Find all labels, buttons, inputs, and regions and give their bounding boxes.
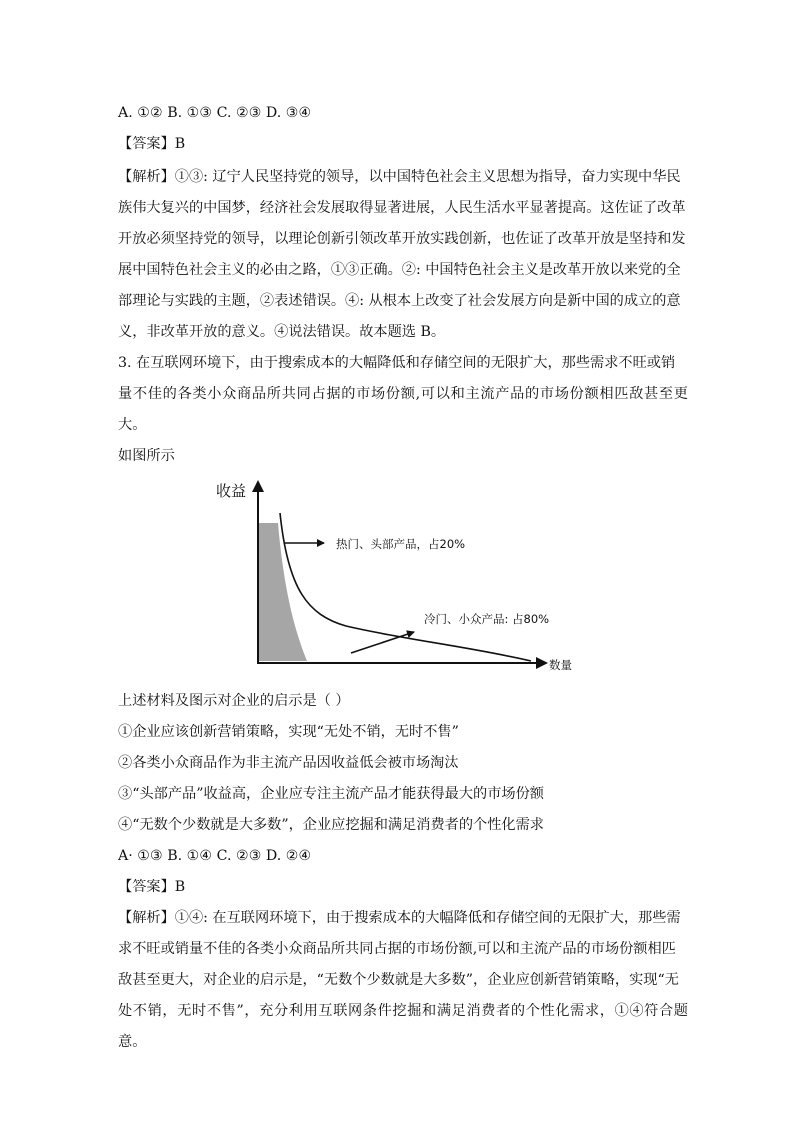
q3-stem: [118, 348, 688, 472]
q3-option: ③“头部产品”收益高，企业应专注主流产品才能获得最大的市场份额: [118, 786, 544, 802]
q2-analysis-line: 族伟大复兴的中国梦，经济社会发展取得显著进展，人民生活水平显著提高。这佐证了改革: [118, 200, 686, 216]
q3-analysis-line: 处不销，无时不售”，充分利用互联网条件挖掘和满足消费者的个性化需求，①④符合题意。: [118, 1003, 688, 1050]
q2-analysis: [118, 162, 688, 348]
q2-analysis-label: 【解析】: [118, 169, 175, 185]
q2-analysis-line: 开放必须坚持党的领导，以理论创新引领改革开放实践创新，也佐证了改革开放是坚持和发: [118, 231, 686, 247]
page-content: [118, 100, 688, 1058]
q3-question: 上述材料及图示对企业的启示是（ ）: [118, 693, 350, 709]
q3-analysis-line: [118, 903, 688, 934]
q2-analysis-line: 义，非改革开放的意义。④说法错误。故本题选 B。: [118, 324, 446, 340]
q3-analysis: [118, 903, 688, 1058]
tail-annotation: 冷门、小众产品: 占80%: [424, 612, 550, 626]
q3-answer: 【答案】B: [118, 879, 186, 895]
long-tail-figure: [216, 480, 596, 680]
q3-analysis-label: 【解析】: [118, 910, 175, 926]
q3-analysis-line: 敌甚至更大，对企业的启示是，“无数个少数就是大多数”，企业应创新营销策略，实现“无: [118, 972, 679, 988]
tail-arrow: [351, 632, 414, 653]
q3-stem-line: 如图所示: [118, 448, 175, 464]
q2-analysis-line: [118, 162, 688, 193]
q2-analysis-text: ①③: 辽宁人民坚持党的领导，以中国特色社会主义思想为指导，奋力实现中华民: [174, 169, 681, 185]
q2-analysis-line: 部理论与实践的主题，②表述错误。④: 从根本上改变了社会发展方向是新中国的成立的意: [118, 293, 681, 309]
q2-choices: A. ①② B. ①③ C. ②③ D. ③④: [118, 105, 312, 121]
head-annotation: 热门、头部产品，占20%: [336, 537, 466, 551]
q3-analysis-line: 求不旺或销量不佳的各类小众商品所共同占据的市场份额,可以和主流产品的市场份额相匹: [118, 941, 676, 957]
q3-choices: A· ①③ B. ①④ C. ②③ D. ②④: [118, 848, 312, 864]
q2-answer: 【答案】B: [118, 136, 186, 152]
x-axis-arrowhead: [536, 657, 548, 669]
q3-option: ②各类小众商品作为非主流产品因收益低会被市场淘汰: [118, 755, 459, 771]
y-axis-label: 收益: [216, 482, 247, 500]
q3-analysis-text: ①④: 在互联网环境下，由于搜索成本的大幅降低和存储空间的无限扩大，那些需: [174, 910, 681, 926]
x-axis-label: 数量: [549, 658, 572, 672]
q3-stem-line: 量不佳的各类小众商品所共同占据的市场份额,可以和主流产品的市场份额相匹敌甚至更大。: [118, 386, 688, 433]
q2-analysis-line: 展中国特色社会主义的必由之路，①③正确。②: 中国特色社会主义是改革开放以来党的全: [118, 262, 681, 278]
long-tail-diagram: [216, 480, 596, 680]
q3-option: ④“无数个少数就是大多数”，企业应挖掘和满足消费者的个性化需求: [118, 817, 544, 833]
q3-stem-line: 3. 在互联网环境下，由于搜索成本的大幅降低和存储空间的无限扩大，那些需求不旺或销: [118, 355, 676, 371]
q3-option: ①企业应该创新营销策略，实现“无处不销，无时不售”: [118, 724, 459, 740]
y-axis-arrowhead: [252, 480, 264, 492]
